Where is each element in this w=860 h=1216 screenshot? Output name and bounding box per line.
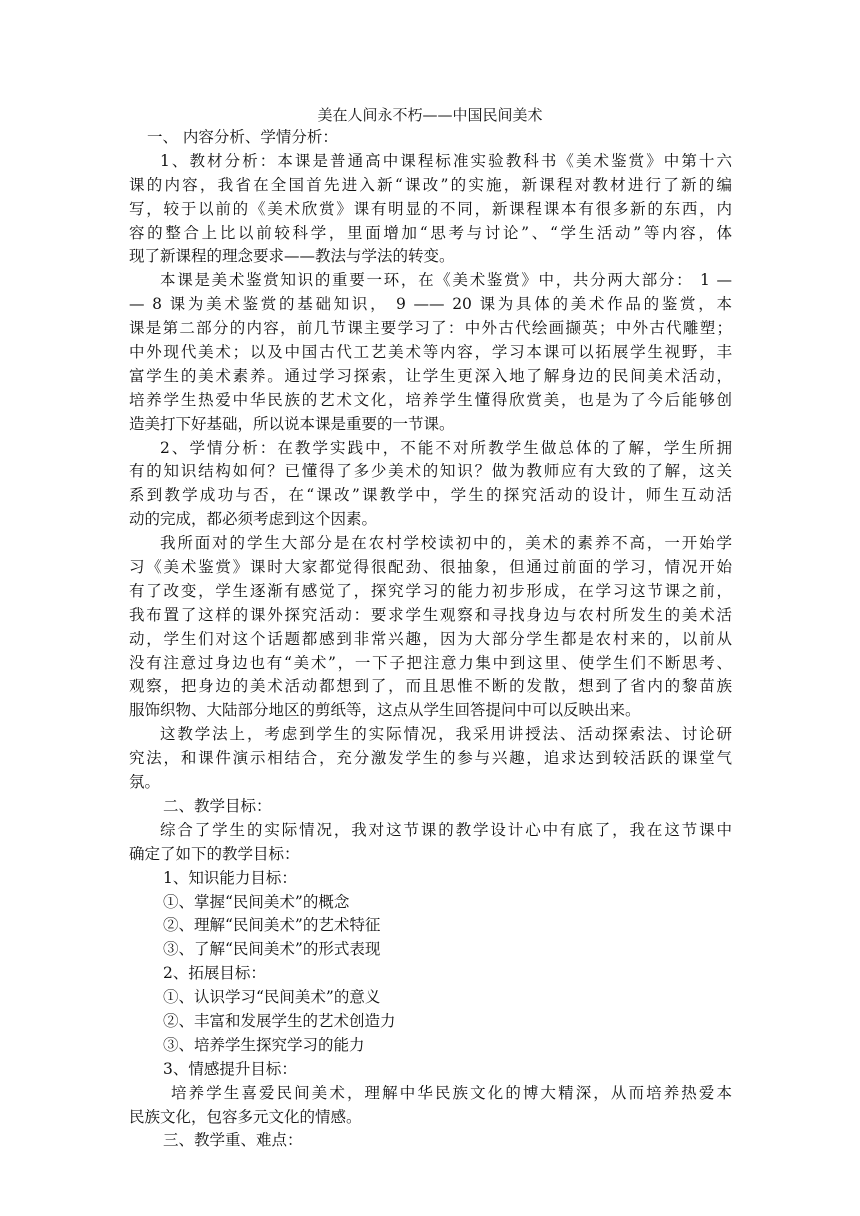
text-line: 三、教学重、难点： (163, 1131, 303, 1150)
text-line: 动的完成，都必须考虑到这个因素。 (129, 510, 378, 529)
text-line: ①、掌握“民间美术”的概念 (163, 892, 350, 911)
text-line: 3、情感提升目标： (163, 1059, 297, 1078)
text-line: 造美打下好基础，所以说本课是重要的一节课。 (129, 414, 455, 433)
text-line: 课是第二部分的内容，前几节课主要学习了：中外古代绘画撷英；中外古代雕塑； (129, 319, 732, 338)
text-line: 我所面对的学生大部分是在农村学校读初中的，美术的素养不高，一开始学 (160, 534, 732, 553)
text-line: 综合了学生的实际情况，我对这节课的教学设计心中有底了，我在这节课中 (160, 820, 732, 839)
text-line: 我布置了这样的课外探究活动：要求学生观察和寻找身边与农村所发生的美术活 (129, 605, 732, 624)
text-line: 1、教材分析：本课是普通高中课程标准实验教科书《美术鉴赏》中第十六 (160, 151, 732, 170)
text-line: 2、拓展目标： (163, 964, 266, 983)
text-line: 这教学法上，考虑到学生的实际情况，我采用讲授法、活动探索法、讨论研 (160, 725, 732, 744)
text-line: ②、理解“民间美术”的艺术特征 (163, 916, 381, 935)
text-line: 容的整合上比以前较科学，里面增加“思考与讨论”、“学生活动”等内容，体 (129, 223, 732, 242)
text-line: 课的内容，我省在全国首先进入新“课改”的实施，新课程对教材进行了新的编 (129, 175, 732, 194)
text-line: 现了新课程的理念要求——教法与学法的转变。 (129, 247, 455, 266)
text-line: ③、了解“民间美术”的形式表现 (163, 940, 381, 959)
text-line: 2、学情分析：在教学实践中，不能不对所教学生做总体的了解，学生所拥 (160, 438, 732, 457)
text-line: 中外现代美术；以及中国古代工艺美术等内容，学习本课可以拓展学生视野，丰 (129, 343, 732, 362)
text-line: 有的知识结构如何？已懂得了多少美术的知识？做为教师应有大致的了解，这关 (129, 462, 732, 481)
text-line: 培养学生热爱中华民族的艺术文化，培养学生懂得欣赏美，也是为了今后能够创 (129, 390, 732, 409)
text-line: 培养学生喜爱民间美术，理解中华民族文化的博大精深，从而培养热爱本 (171, 1083, 732, 1102)
text-line: ①、认识学习“民间美术”的意义 (163, 988, 381, 1007)
text-line: 富学生的美术素养。通过学习探索，让学生更深入地了解身边的民间美术活动， (129, 366, 732, 385)
text-line: 观察，把身边的美术活动都想到了，而且思惟不断的发散，想到了省内的黎苗族 (129, 677, 732, 696)
text-line: 一、 内容分析、学情分析： (147, 128, 338, 146)
text-line: 有了改变，学生逐渐有感觉了，探究学习的能力初步形成，在学习这节课之前， (129, 581, 732, 600)
text-line: 1、知识能力目标： (163, 868, 297, 887)
text-line: — 8 课为美术鉴赏的基础知识， 9 —— 20 课为具体的美术作品的鉴赏，本 (129, 295, 732, 314)
text-line: 民族文化，包容多元文化的情感。 (129, 1107, 362, 1126)
text-line: 动，学生们对这个话题都感到非常兴趣，因为大部分学生都是农村来的，以前从 (129, 629, 732, 648)
text-line: ③、培养学生探究学习的能力 (163, 1035, 365, 1054)
text-line: 确定了如下的教学目标： (129, 844, 300, 863)
document-title: 美在人间永不朽——中国民间美术 (317, 106, 543, 124)
text-line: 服饰织物、大陆部分地区的剪纸等，这点从学生回答提问中可以反映出来。 (129, 701, 641, 720)
text-line: 究法，和课件演示相结合，充分激发学生的参与兴趣，追求达到较活跃的课堂气 (129, 749, 732, 768)
text-line: 系到教学成功与否，在“课改”课教学中，学生的探究活动的设计，师生互动活 (129, 486, 732, 505)
text-line: 习《美术鉴赏》课时大家都觉得很配劲、很抽象，但通过前面的学习，情况开始 (129, 558, 732, 577)
text-line: 二、教学目标： (163, 796, 272, 815)
text-line: 写，较于以前的《美术欣赏》课有明显的不同，新课程课本有很多新的东西，内 (129, 199, 732, 218)
text-line: ②、丰富和发展学生的艺术创造力 (163, 1011, 396, 1030)
text-line: 本课是美术鉴赏知识的重要一环，在《美术鉴赏》中，共分两大部分： 1 — (160, 271, 732, 290)
text-line: 氛。 (129, 773, 161, 792)
text-line: 没有注意过身边也有“美术”，一下子把注意力集中到这里、使学生们不断思考、 (129, 653, 732, 672)
document-body (0, 126, 860, 1153)
